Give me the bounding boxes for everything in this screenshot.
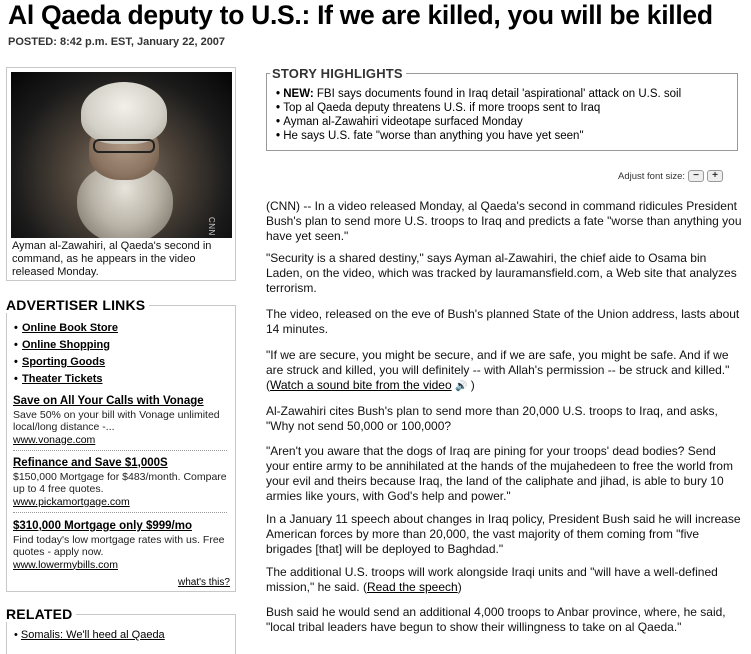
ad-title[interactable]: Refinance and Save $1,000S <box>13 457 168 469</box>
highlight-text: He says U.S. fate "worse than anything you have yet seen" <box>283 130 584 142</box>
ad-mortgage <box>13 520 231 571</box>
font-size-control <box>618 170 723 182</box>
new-label: NEW: <box>283 88 314 100</box>
divider <box>13 450 227 451</box>
article-paragraph <box>266 348 742 394</box>
font-decrease-button[interactable]: − <box>688 170 704 182</box>
article-paragraph <box>266 565 742 595</box>
advertiser-links <box>14 320 118 388</box>
adv-link-sporting-goods[interactable]: Sporting Goods <box>22 356 106 368</box>
highlight-item <box>276 115 681 129</box>
highlight-item <box>276 87 681 101</box>
highlight-item <box>276 101 681 115</box>
ad-text: $150,000 Mortgage for $483/month. Compare up to 4 free quotes. <box>13 470 227 495</box>
ad-url[interactable]: www.pickamortgage.com <box>13 495 130 508</box>
headline: Al Qaeda deputy to U.S.: If we are killed, you will be killed <box>8 0 713 30</box>
highlight-text: Ayman al-Zawahiri videotape surfaced Monday <box>283 116 523 128</box>
related-link[interactable]: Somalis: We'll heed al Qaeda <box>20 629 165 641</box>
article-paragraph: "Security is a shared destiny," says Ayman al-Zawahiri, the chief aide to Osama bin Laden, on the video, which was tracked by lauramansfield.com, a Web site that analyzes terrorism. <box>266 251 737 295</box>
sound-icon[interactable]: 🔊 <box>455 381 468 392</box>
watch-sound-bite-link[interactable]: Watch a sound bite from the video <box>270 378 452 392</box>
ad-text: Save 50% on your bill with Vonage unlimited local/long distance -... <box>13 408 220 433</box>
article-paragraph: "Aren't you aware that the dogs of Iraq are pining for your troops' dead bodies? Send your entire army to be annihilated at the hands of the mujahedeen to free the world from your evil and theirs because Iraq, the land of the caliphate and jihad, is able to bury 10 armies like yours, with God's help and power." <box>266 444 733 503</box>
article-paragraph: In a January 11 speech about changes in Iraq policy, President Bush said he will increase American forces by more than 20,000, the vast majority of them coming from "five brigades [that] will be deployed to Baghdad." <box>266 512 741 556</box>
quote-text: "If we are secure, you might be secure, and if we are safe, you might be safe. And if we are struck and killed, you will definitely -- with Allah's permission -- be struck and killed." ( <box>266 348 730 392</box>
related-item <box>14 629 165 641</box>
ad-url[interactable]: www.lowermybills.com <box>13 558 119 571</box>
paren: ) <box>457 580 462 594</box>
adv-link-book-store[interactable]: Online Book Store <box>22 322 118 334</box>
article-paragraph: The video, released on the eve of Bush's planned State of the Union address, lasts about 14 minutes. <box>266 307 740 336</box>
adv-link-item <box>14 371 118 388</box>
photo-zawahiri <box>11 72 232 238</box>
adv-link-item <box>14 354 118 371</box>
highlight-item <box>276 129 681 143</box>
font-increase-button[interactable]: + <box>707 170 723 182</box>
photo-credit: CNN <box>207 217 216 236</box>
whats-this-link[interactable]: what's this? <box>178 577 230 588</box>
speech-text: The additional U.S. troops will work alongside Iraqi units and "will have a well-defined mission," he said. ( <box>266 565 718 594</box>
paren: ) <box>467 378 475 392</box>
adv-link-item <box>14 320 118 337</box>
ad-refinance <box>13 457 231 508</box>
adv-link-online-shopping[interactable]: Online Shopping <box>22 339 110 351</box>
article-paragraph: Bush said he would send an additional 4,000 troops to Anbar province, where, he said, "local tribal leaders have begun to show their willingness to take on al Qaeda." <box>266 605 726 634</box>
advertiser-title: ADVERTISER LINKS <box>6 297 149 313</box>
photo-caption: Ayman al-Zawahiri, al Qaeda's second in command, as he appears in the video released Monday. <box>12 240 212 278</box>
ad-text: Find today's low mortgage rates with us. Free quotes - apply now. <box>13 533 225 558</box>
highlight-text: Top al Qaeda deputy threatens U.S. if more troops sent to Iraq <box>283 102 601 114</box>
photo-box <box>6 67 236 281</box>
ad-title[interactable]: Save on All Your Calls with Vonage <box>13 395 204 407</box>
related-title: RELATED <box>6 606 76 622</box>
article-paragraph: (CNN) -- In a video released Monday, al Qaeda's second in command ridicules President Bush's plan to send more U.S. troops to Iraq and predicts a fate "worse than anything you have yet seen." <box>266 199 742 243</box>
ad-url[interactable]: www.vonage.com <box>13 433 96 446</box>
read-speech-link[interactable]: Read the speech <box>366 580 458 594</box>
divider <box>13 512 227 513</box>
story-highlights-title: STORY HIGHLIGHTS <box>270 66 406 81</box>
adv-link-theater-tickets[interactable]: Theater Tickets <box>22 373 103 385</box>
article-paragraph: Al-Zawahiri cites Bush's plan to send more than 20,000 U.S. troops to Iraq, and asks, "Why not send 50,000 or 100,000? <box>266 404 718 433</box>
posted-date: POSTED: 8:42 p.m. EST, January 22, 2007 <box>8 36 226 48</box>
story-highlights-list <box>276 87 681 143</box>
adv-link-item <box>14 337 118 354</box>
ad-vonage <box>13 395 231 446</box>
highlight-text: FBI says documents found in Iraq detail 'aspirational' attack on U.S. soil <box>316 88 682 100</box>
font-size-label: Adjust font size: <box>618 170 686 182</box>
ad-title[interactable]: $310,000 Mortgage only $999/mo <box>13 520 192 532</box>
